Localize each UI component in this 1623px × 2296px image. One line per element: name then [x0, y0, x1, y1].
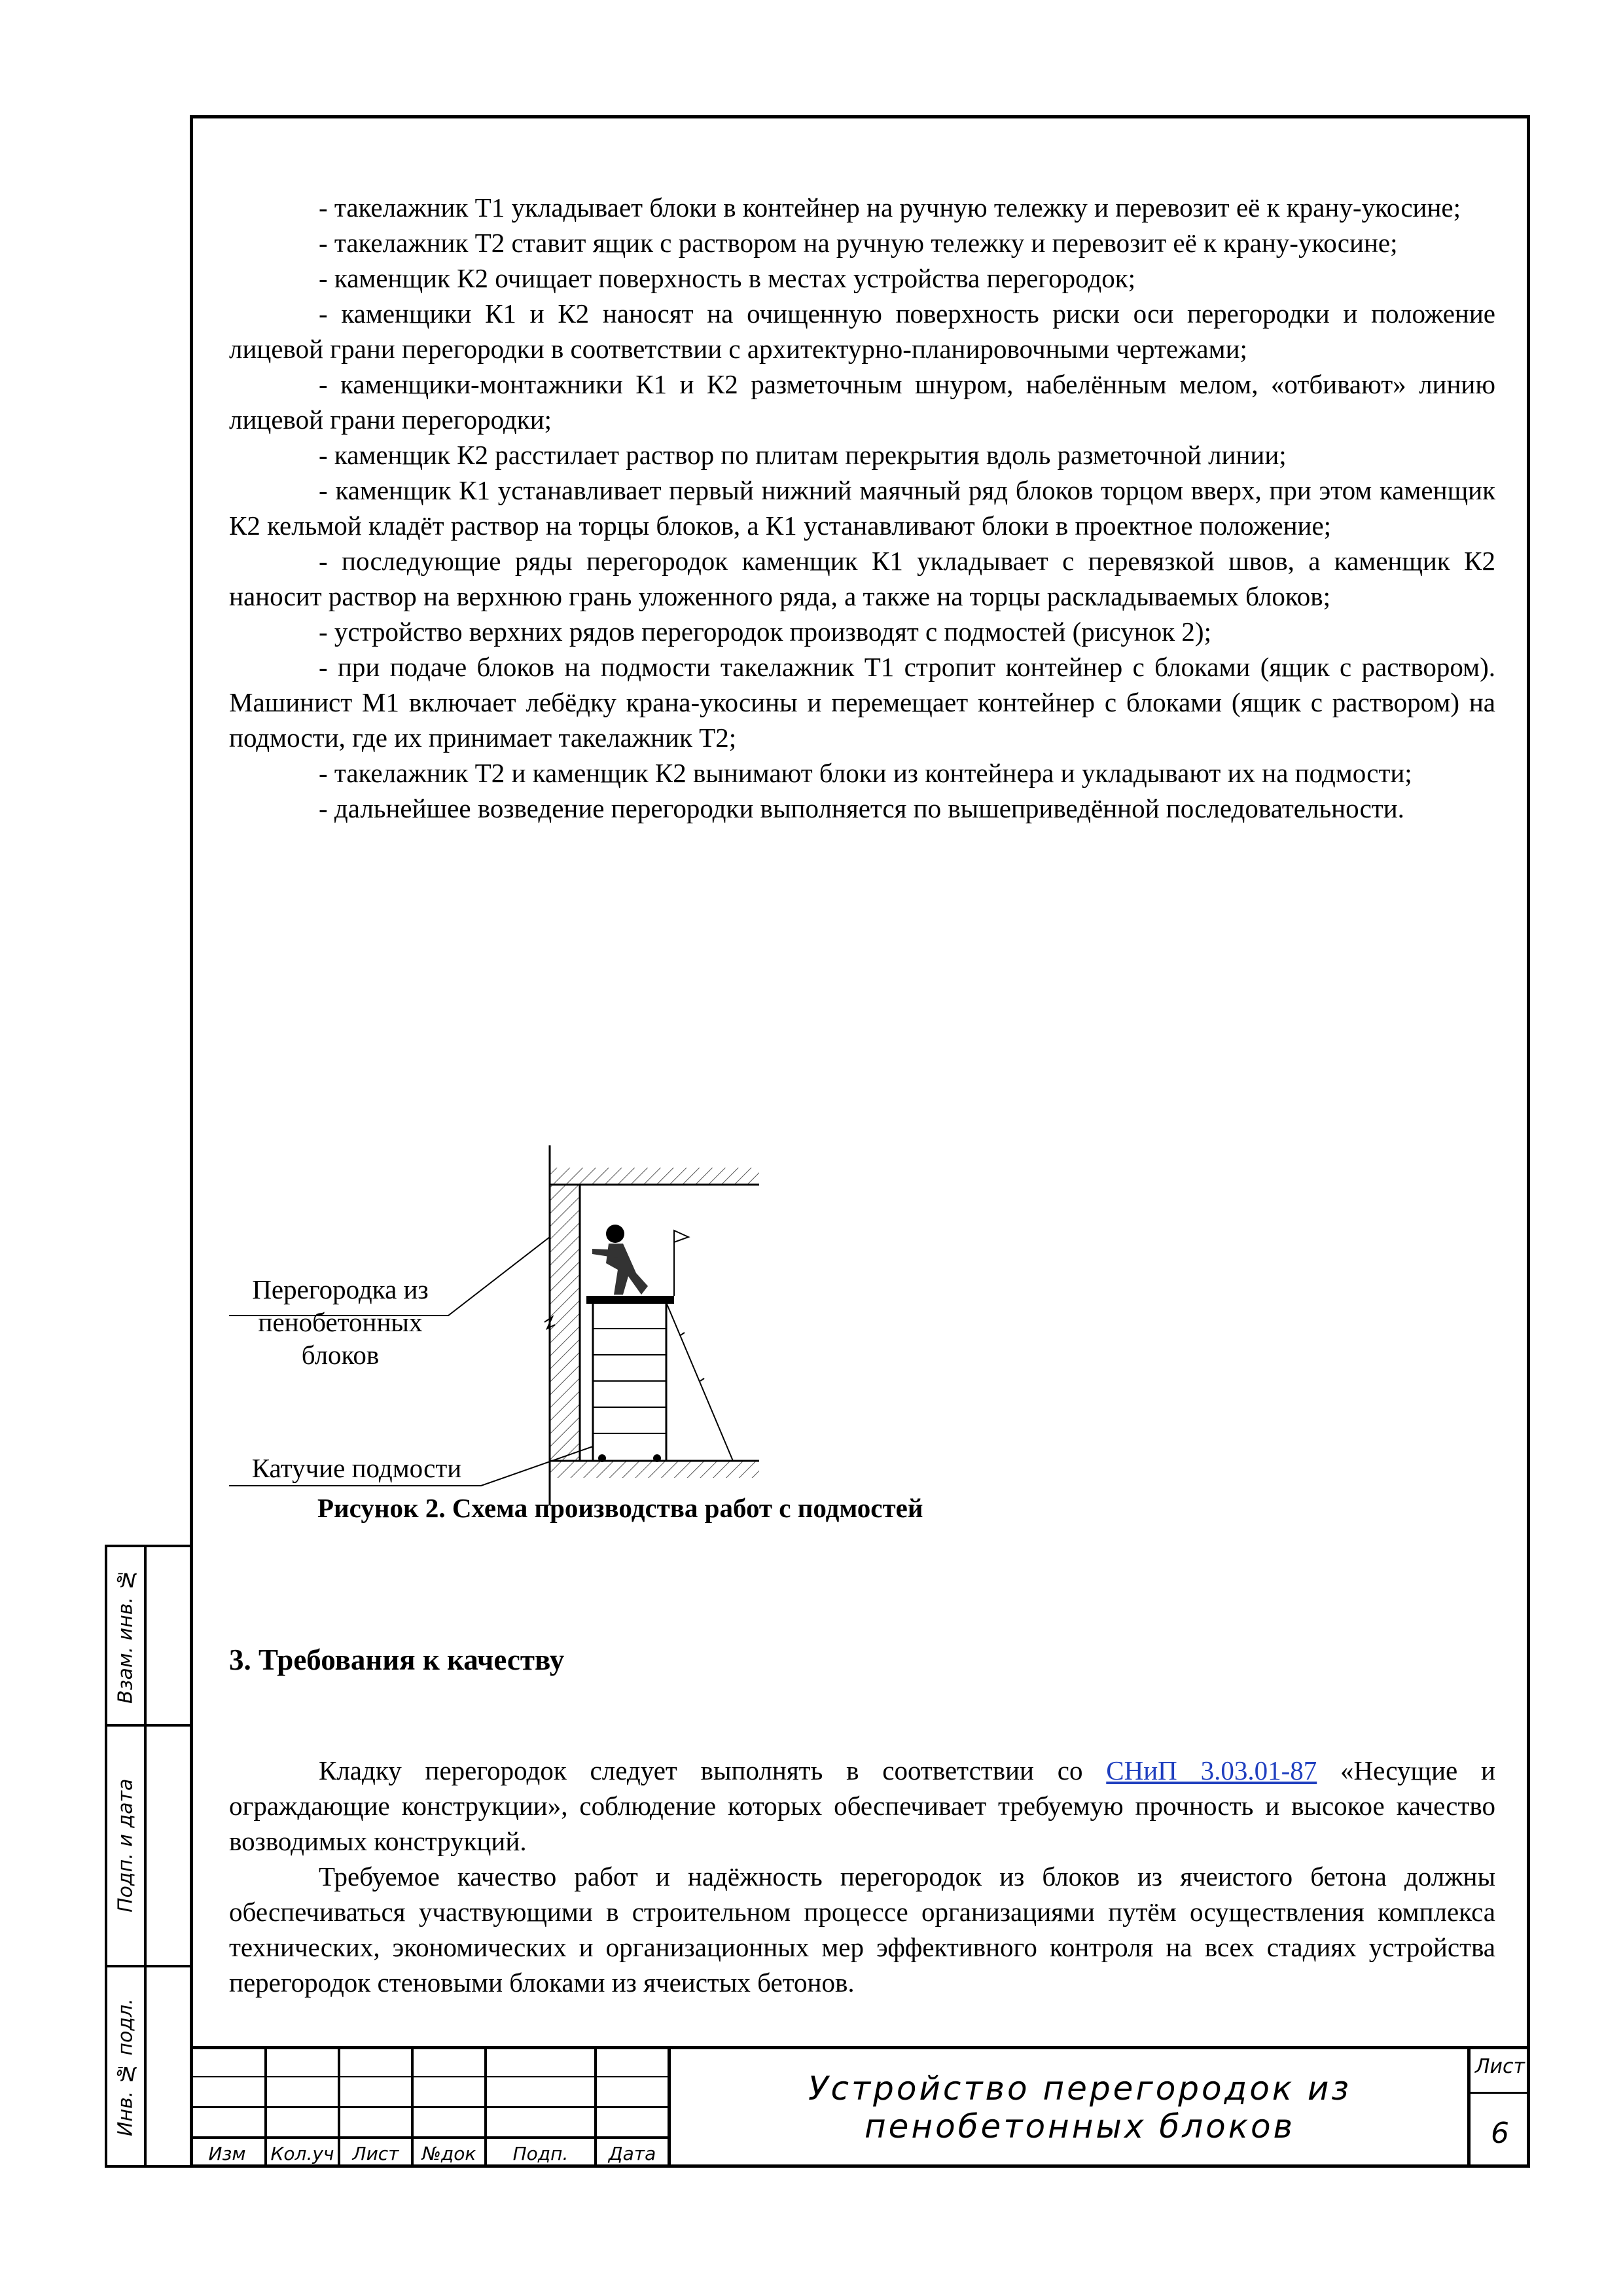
title-block: [190, 2046, 1530, 2168]
tb-line: [1467, 2092, 1530, 2094]
tb-header-kol: Кол.уч: [270, 2143, 334, 2164]
paragraph: - такелажник Т2 и каменщик К2 вынимают блоки из контейнера и укладывают их на подмости;: [319, 758, 1412, 788]
paragraph: - такелажник Т1 укладывает блоки в контейнер на ручную тележку и перевозит её к крану-укосине;: [319, 192, 1461, 223]
tb-header-data: Дата: [608, 2143, 656, 2164]
paragraph: - каменщики К1 и К2 наносят на очищенную поверхность риски оси перегородки и положение лицевой грани перегородки в соответствии с архитектурно-планировочными чертежами;: [229, 298, 1495, 364]
paragraph: - каменщик К2 очищает поверхность в местах устройства перегородок;: [319, 263, 1136, 293]
paragraph: - такелажник Т2 ставит ящик с раствором на ручную тележку и перевозит её к крану-укосине;: [319, 228, 1398, 258]
tb-header-izm: Изм: [208, 2143, 246, 2164]
figure-label-line: пенобетонных блоков: [258, 1307, 423, 1370]
figure-label-line: Перегородка из: [252, 1274, 429, 1304]
body-text-section3: [229, 1753, 1495, 2000]
paragraph: - устройство верхних рядов перегородок производят с подмостей (рисунок 2);: [319, 617, 1211, 647]
tb-header-list: Лист: [352, 2143, 399, 2164]
side-label: Взам. инв. №: [114, 1568, 137, 1704]
paragraph-quality-2: Требуемое качество работ и надёжность перегородок из блоков из ячеистого бетона должны обеспечиваться участвующими в строительном процессе организациями путём осуществления комплекса технических, экономических и организационных мер эффективного контроля на всех стадиях устройства перегородок стеновыми блоками из ячеистых бетонов.: [229, 1861, 1495, 1998]
snip-link[interactable]: СНиП 3.03.01-87: [1106, 1755, 1317, 1785]
paragraph: - каменщик К2 расстилает раствор по плитам перекрытия вдоль разметочной линии;: [319, 440, 1287, 470]
figure-label-scaffold: Катучие подмости: [251, 1453, 462, 1483]
sheet-number: 6: [1491, 2117, 1509, 2150]
paragraph-quality-1: [229, 1753, 1495, 1859]
paragraph: - дальнейшее возведение перегородки выполняется по вышеприведённой последовательности.: [319, 793, 1404, 823]
tb-header-podp: Подп.: [512, 2143, 569, 2164]
side-label: Инв. № подл.: [114, 1998, 137, 2137]
side-cell-inv: [107, 1967, 190, 2168]
tb-header-ndok: №док: [421, 2143, 476, 2164]
figure-caption: Рисунок 2. Схема производства работ с подмостей: [317, 1493, 923, 1523]
tb-line: [668, 2046, 671, 2168]
side-stamp: [105, 1545, 190, 2168]
paragraph: - при подаче блоков на подмости такелажник Т1 стропит контейнер с блоками (ящик с раствором). Машинист М1 включает лебёдку крана-укосины и перемещает контейнер с блоками (ящик с раствором) на подмости, где их принимает такелажник Т2;: [229, 652, 1495, 753]
text-span: «Несущие и ограждающие конструкции», соблюдение которых обеспечивает требуемую прочность и высокое качество возводимых конструкций.: [229, 1755, 1495, 1856]
text-span: Кладку перегородок следует выполнять в соответствии со: [319, 1755, 1107, 1785]
paragraph: - каменщик К1 устанавливает первый нижний маячный ряд блоков торцом вверх, при этом каменщик К2 кельмой кладёт раствор на торцы блоков, а К1 устанавливают блоки в проектное положение;: [229, 475, 1495, 541]
paragraph: - каменщики-монтажники К1 и К2 разметочным шнуром, набелённым мелом, «отбивают» линию лицевой грани перегородки;: [229, 369, 1495, 435]
document-title: Устройство перегородок из пенобетонных блоков: [808, 2070, 1351, 2145]
figure-scaffold-scheme: [223, 1139, 812, 1505]
tb-line: [1467, 2046, 1471, 2168]
side-cell-vzam: [107, 1547, 190, 1727]
body-text-top: [229, 190, 1495, 826]
side-label: Подп. и дата: [114, 1778, 137, 1913]
sheet-label: Лист: [1474, 2055, 1525, 2078]
side-divider: [144, 1547, 147, 2168]
side-cell-podp: [107, 1727, 190, 1967]
tb-line: [190, 2046, 1530, 2049]
figure-label-partition: [229, 1273, 452, 1371]
paragraph: - последующие ряды перегородок каменщик К1 укладывает с перевязкой швов, а каменщик К2 наносит раствор на верхнюю грань уложенного ряда, а также на торцы раскладываемых блоков;: [229, 546, 1495, 611]
section-heading: 3. Требования к качеству: [229, 1643, 565, 1676]
